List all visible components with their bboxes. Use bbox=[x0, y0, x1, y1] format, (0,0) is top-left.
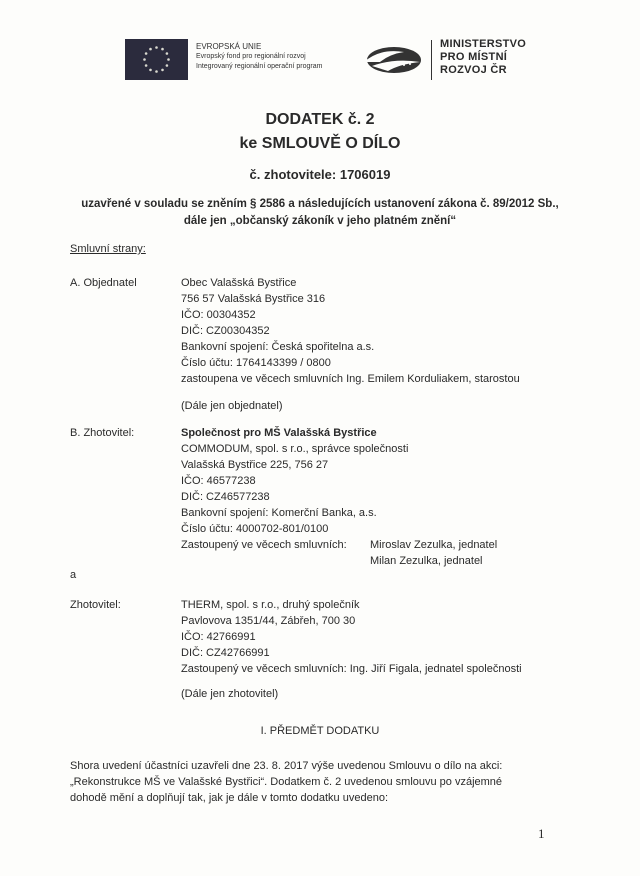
party-c-line: THERM, spol. s r.o., druhý společník bbox=[181, 599, 360, 611]
ministry-line2: PRO MÍSTNÍ bbox=[440, 51, 508, 63]
eu-title: EVROPSKÁ UNIE bbox=[196, 42, 262, 51]
ministry-logo bbox=[360, 44, 424, 76]
party-c-line: DIČ: CZ42766991 bbox=[181, 647, 270, 659]
party-b-name: Společnost pro MŠ Valašská Bystřice bbox=[181, 427, 377, 439]
party-b-label: B. Zhotovitel: bbox=[70, 427, 135, 439]
section-paragraph-line: „Rekonstrukce MŠ ve Valašské Bystřici“. Dodatkem č. 2 uvedenou smlouvu po vzájemné bbox=[70, 776, 503, 788]
eu-fund: Evropský fond pro regionální rozvoj bbox=[196, 53, 306, 60]
party-c-line: Pavlovova 1351/44, Zábřeh, 700 30 bbox=[181, 615, 356, 627]
party-b-line: COMMODUM, spol. s r.o., správce společnosti bbox=[181, 443, 409, 455]
page-number: 1 bbox=[538, 826, 545, 841]
party-a-note: (Dále jen objednatel) bbox=[181, 400, 283, 412]
party-c-line: IČO: 42766991 bbox=[181, 631, 256, 643]
party-a-line: Číslo účtu: 1764143399 / 0800 bbox=[181, 357, 331, 369]
eu-program: Integrovaný regionální operační program bbox=[196, 63, 323, 70]
contractor-number: č. zhotovitele: 1706019 bbox=[249, 167, 391, 182]
party-a-line: Obec Valašská Bystřice bbox=[181, 277, 297, 289]
eu-program-text bbox=[196, 42, 322, 72]
and-conjunction: a bbox=[70, 569, 77, 581]
law-reference-line1: uzavřené v souladu se zněním § 2586 a následujících ustanovení zákona č. 89/2012 Sb., bbox=[81, 198, 559, 210]
party-b-rep1: Miroslav Zezulka, jednatel bbox=[370, 539, 498, 551]
party-a-line: 756 57 Valašská Bystřice 316 bbox=[181, 293, 326, 305]
party-c-line: Zastoupený ve věcech smluvních: Ing. Jiří Figala, jednatel společnosti bbox=[181, 663, 522, 675]
law-reference-line2: dále jen „občanský zákoník v jeho platném znění“ bbox=[183, 215, 457, 227]
parties-heading: Smluvní strany: bbox=[70, 243, 146, 255]
party-a-line: zastoupena ve věcech smluvních Ing. Emilem Korduliakem, starostou bbox=[181, 373, 520, 385]
party-b-line: Číslo účtu: 4000702-801/0100 bbox=[181, 523, 329, 535]
party-b-line: Bankovní spojení: Komerční Banka, a.s. bbox=[181, 507, 377, 519]
party-b-rep-label: Zastoupený ve věcech smluvních: bbox=[181, 539, 347, 551]
document-title: DODATEK č. 2 bbox=[265, 111, 375, 128]
ministry-line3: ROZVOJ ČR bbox=[440, 64, 507, 76]
eu-flag-logo bbox=[125, 39, 188, 80]
header-divider bbox=[431, 40, 432, 80]
ministry-name bbox=[440, 38, 526, 77]
party-a-line: Bankovní spojení: Česká spořitelna a.s. bbox=[181, 341, 375, 353]
section-paragraph-line: dohodě mění a doplňují tak, jak je dále v tomto dodatku uvedeno: bbox=[70, 792, 388, 804]
ministry-line1: MINISTERSTVO bbox=[440, 38, 527, 50]
party-b-line: Valašská Bystřice 225, 756 27 bbox=[181, 459, 329, 471]
party-a-label: A. Objednatel bbox=[70, 277, 137, 289]
party-b-line: IČO: 46577238 bbox=[181, 475, 256, 487]
party-c-label: Zhotovitel: bbox=[70, 599, 121, 611]
section-paragraph-line: Shora uvedení účastníci uzavřeli dne 23. 8. 2017 výše uvedenou Smlouvu o dílo na akci: bbox=[70, 760, 503, 772]
section-heading: I. PŘEDMĚT DODATKU bbox=[260, 725, 380, 737]
party-a-line: DIČ: CZ00304352 bbox=[181, 325, 270, 337]
party-a-line: IČO: 00304352 bbox=[181, 309, 256, 321]
party-b-rep2: Milan Zezulka, jednatel bbox=[370, 555, 483, 567]
party-b-line: DIČ: CZ46577238 bbox=[181, 491, 270, 503]
party-c-note: (Dále jen zhotovitel) bbox=[181, 688, 279, 700]
document-subtitle: ke SMLOUVĚ O DÍLO bbox=[239, 135, 401, 152]
